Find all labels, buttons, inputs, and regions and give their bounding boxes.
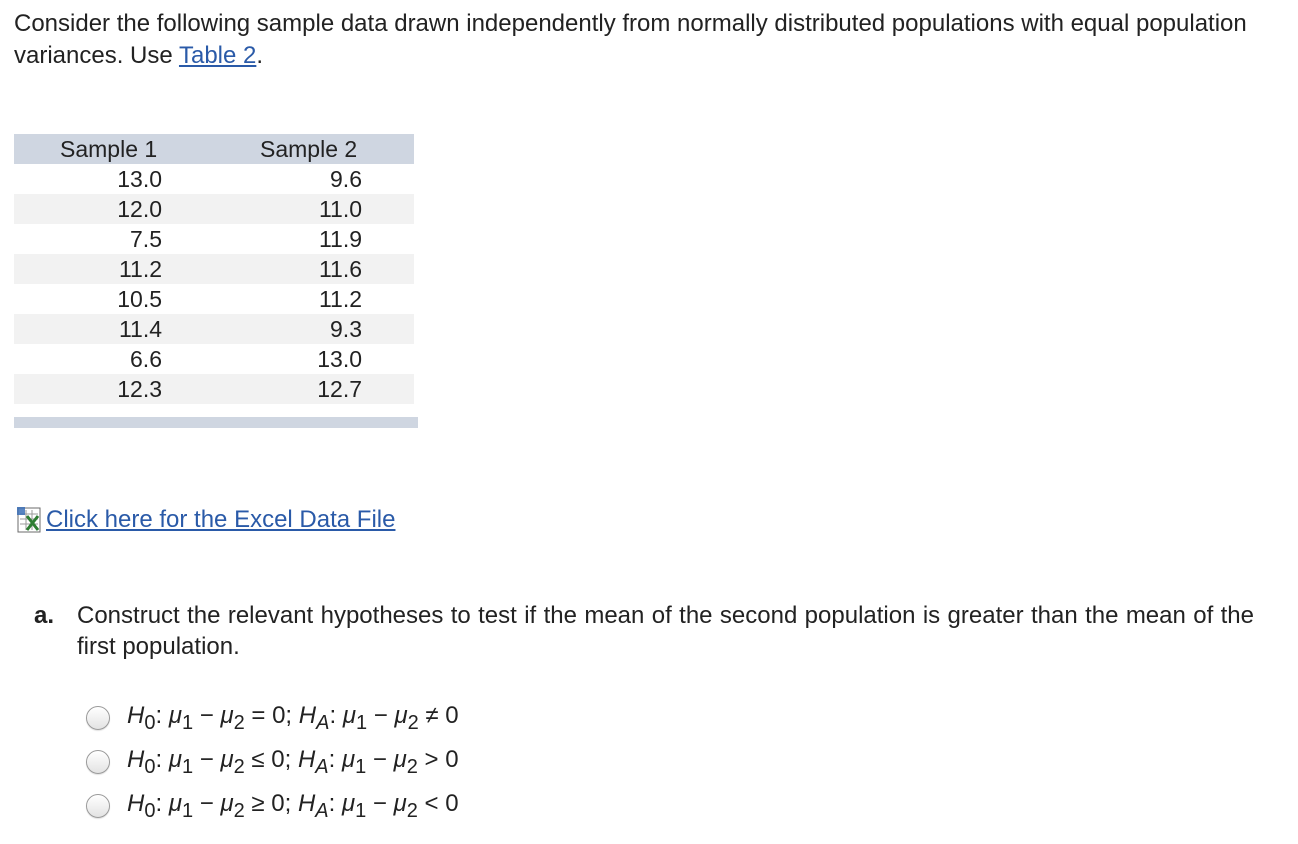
- table-cell: 7.5: [130, 225, 162, 252]
- intro-text: Consider the following sample data drawn independently from normally distributed populations with equal population variances. Use: [14, 10, 1247, 69]
- option-2[interactable]: [86, 740, 459, 784]
- table-cell: 11.2: [14, 254, 214, 284]
- option-3[interactable]: [86, 784, 459, 828]
- question-text: Construct the relevant hypotheses to test if the mean of the second population is greater than the mean of the first population.: [77, 602, 1254, 660]
- header-sample-2: Sample 2: [214, 134, 414, 164]
- table-row: [14, 254, 414, 284]
- excel-file-icon[interactable]: [16, 506, 44, 534]
- table-2-link[interactable]: Table 2: [178, 42, 257, 69]
- table-row: [14, 164, 414, 194]
- table-cell: 12.3: [14, 374, 214, 404]
- table-row: [14, 344, 414, 374]
- option-label: $H_0$: $\mu_1 - \mu_2 = 0$; $H_A$: $\mu_1 - \mu_2 \ne 0$: [127, 701, 459, 734]
- table-cell: 13.0: [317, 345, 362, 372]
- question-a: [34, 600, 1254, 662]
- table-cell: 6.6: [130, 345, 162, 372]
- radio-button[interactable]: [86, 750, 110, 774]
- option-label: $H_0$: $\mu_1 - \mu_2 \le 0$; $H_A$: $\mu_1 - \mu_2 > 0$: [127, 745, 459, 778]
- table-row: [14, 314, 414, 344]
- radio-button[interactable]: [86, 794, 110, 818]
- table-cell: 12.7: [214, 374, 414, 404]
- table-row: [14, 284, 414, 314]
- table-cell: 13.0: [117, 165, 162, 192]
- table-cell: 12.0: [14, 194, 214, 224]
- option-label: $H_0$: $\mu_1 - \mu_2 \ge 0$; $H_A$: $\mu_1 - \mu_2 < 0$: [127, 789, 459, 822]
- table-cell: 11.0: [214, 194, 414, 224]
- header-sample-1: Sample 1: [14, 134, 214, 164]
- radio-button[interactable]: [86, 706, 110, 730]
- intro-suffix: .: [256, 42, 264, 69]
- hypothesis-options: [86, 696, 459, 828]
- table-cell: 9.6: [330, 165, 362, 192]
- excel-download[interactable]: [16, 504, 395, 536]
- table-cell: 11.6: [214, 254, 414, 284]
- table-header-row: [14, 134, 414, 164]
- excel-data-file-link[interactable]: Click here for the Excel Data File: [46, 506, 396, 533]
- table-row: [14, 224, 414, 254]
- table-footer-bar: [14, 417, 418, 428]
- table-cell: 11.4: [14, 314, 214, 344]
- table-cell: 11.2: [318, 285, 362, 312]
- table-cell: 10.5: [117, 285, 162, 312]
- option-1[interactable]: [86, 696, 459, 740]
- sample-data-table: [14, 134, 414, 404]
- table-row: [14, 374, 414, 404]
- table-cell: 11.9: [318, 225, 362, 252]
- table-cell: 9.3: [214, 314, 414, 344]
- question-letter: a.: [34, 602, 55, 629]
- problem-statement: [14, 8, 1274, 72]
- table-row: [14, 194, 414, 224]
